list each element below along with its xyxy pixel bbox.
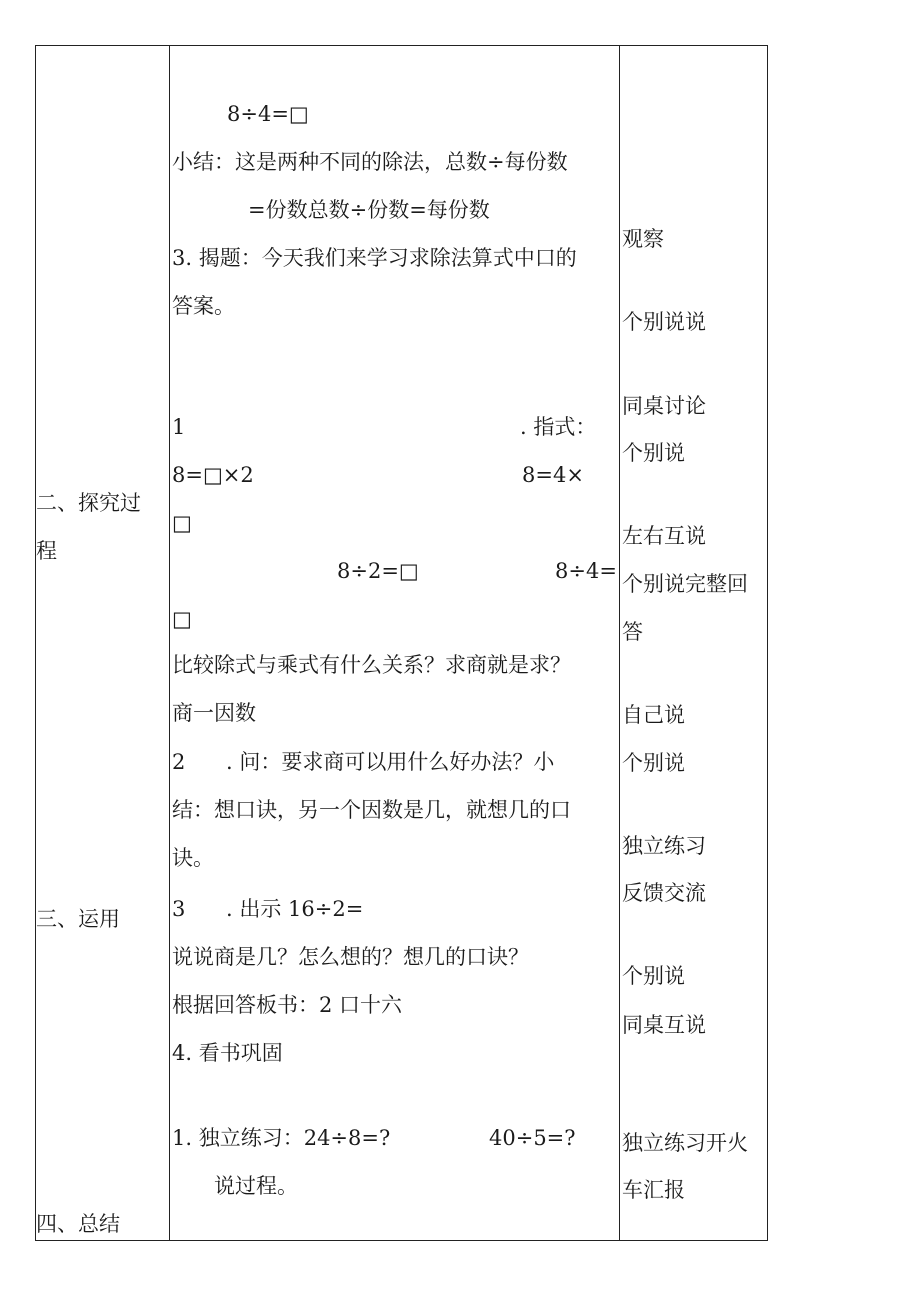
step2-text: . 问：要求商可以用什么好办法？小 — [226, 750, 555, 774]
step2-line-2: 结：想口诀，另一个因数是几，就想几的口 — [172, 798, 571, 822]
stage-explore-label: 二、探究过 — [36, 491, 141, 515]
activity-observe: 观察 — [622, 227, 664, 251]
reveal-line-2: 答案。 — [172, 294, 235, 318]
activity-train-report: 独立练习开火 — [622, 1131, 748, 1155]
step3-text: . 出示 16÷2= — [226, 897, 364, 921]
activity-feedback: 反馈交流 — [622, 881, 706, 905]
step1-label: . 指式： — [520, 415, 597, 439]
step3-line-3: 根据回答板书：2 口十六 — [172, 993, 403, 1017]
activity-self-say: 自己说 — [622, 703, 685, 727]
summary-line-1: 小结：这是两种不同的除法，总数÷每份数 — [172, 150, 568, 174]
activity-independent: 独立练习 — [622, 834, 706, 858]
summary-line-2: =份数总数÷份数=每份数 — [248, 198, 490, 222]
activity-desk-mutual: 同桌互说 — [622, 1013, 706, 1037]
quotient-factor: 商一因数 — [172, 701, 256, 725]
equation-d-cont: □ — [172, 607, 192, 631]
step3-line-2: 说说商是几？怎么想的？想几的口诀？ — [172, 945, 529, 969]
activity-individual-talk: 个别说说 — [622, 310, 706, 334]
reveal-line-1: 3. 揭题：今天我们来学习求除法算式中口的 — [172, 246, 577, 270]
step1-number: 1 — [172, 415, 186, 439]
activity-desk-discuss: 同桌讨论 — [622, 394, 706, 418]
stage-summary-label: 四、总结 — [36, 1212, 120, 1236]
step2-number: 2 — [172, 750, 186, 774]
column-divider-stage — [169, 45, 170, 1241]
equation-a: 8=□×2 — [172, 463, 254, 487]
equation-b-cont: □ — [172, 511, 192, 535]
activity-individual-say-2: 个别说 — [622, 751, 685, 775]
stage-apply-label: 三、运用 — [36, 907, 120, 931]
activity-train-report-cont: 车汇报 — [622, 1178, 685, 1202]
activity-left-right: 左右互说 — [622, 524, 706, 548]
equation-b: 8=4× — [522, 463, 584, 487]
compare-question: 比较除式与乘式有什么关系？求商就是求？ — [172, 653, 571, 677]
practice-a: 1. 独立练习：24÷8=? — [172, 1126, 391, 1150]
activity-individual-say-3: 个别说 — [622, 964, 685, 988]
activity-complete-answer: 个别说完整回 — [622, 572, 748, 596]
step4-text: 4. 看书巩固 — [172, 1041, 283, 1065]
column-divider-activity — [619, 45, 620, 1241]
equation-c: 8÷2=□ — [337, 559, 419, 583]
equation-top: 8÷4=□ — [227, 102, 309, 126]
step2-line-3: 诀。 — [172, 846, 214, 870]
lesson-table — [35, 45, 768, 1241]
practice-b: 40÷5=? — [489, 1126, 576, 1150]
activity-complete-answer-cont: 答 — [622, 620, 643, 644]
step3-number: 3 — [172, 897, 186, 921]
practice-line-2: 说过程。 — [214, 1174, 298, 1198]
activity-individual-say: 个别说 — [622, 441, 685, 465]
stage-explore-label-cont: 程 — [36, 539, 57, 563]
equation-d: 8÷4= — [555, 559, 617, 583]
